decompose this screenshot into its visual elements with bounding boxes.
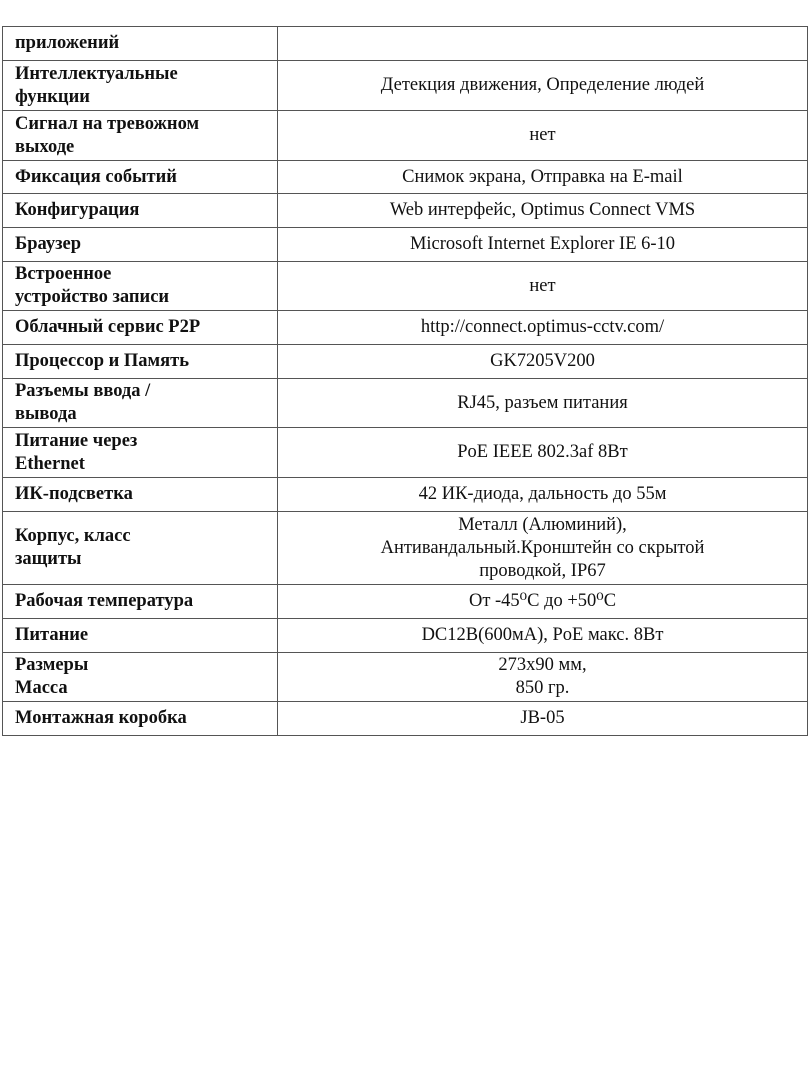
table-row (3, 428, 808, 478)
spec-label-line: Масса (15, 678, 68, 698)
spec-value (278, 345, 808, 379)
spec-value-line: Microsoft Internet Explorer IE 6-10 (409, 234, 676, 254)
spec-value (278, 262, 808, 311)
spec-label (3, 61, 278, 111)
spec-value-line: Антивандальный.Кронштейн со скрытой (380, 537, 705, 558)
table-row (3, 512, 808, 585)
spec-value (278, 619, 808, 653)
spec-value-line: DC12В(600мА), PoE макс. 8Вт (421, 625, 664, 645)
spec-value (278, 702, 808, 736)
spec-label (3, 379, 278, 428)
spec-label (3, 428, 278, 478)
spec-value-line: 850 гр. (515, 678, 570, 698)
spec-label-line: Разъемы ввода / (15, 381, 151, 401)
spec-label-line: Ethernet (15, 453, 85, 474)
spec-value-line: проводкой, IP67 (479, 560, 606, 581)
spec-value-line: Web интерфейс, Optimus Connect VMS (389, 200, 696, 220)
spec-label (3, 619, 278, 653)
spec-value (278, 585, 808, 619)
spec-value (278, 161, 808, 194)
spec-label-line: Питание (15, 625, 89, 645)
table-row (3, 585, 808, 619)
spec-value-line: GK7205V200 (490, 351, 595, 371)
spec-label-line: приложений (15, 33, 120, 53)
table-row (3, 478, 808, 512)
spec-label (3, 653, 278, 702)
spec-value-line: От -45⁰С до +50⁰С (468, 591, 617, 611)
spec-label-line: Монтажная коробка (15, 708, 187, 728)
table-row (3, 311, 808, 345)
spec-value-line: Снимок экрана, Отправка на E-mail (402, 166, 683, 187)
spec-label-line: Рабочая температура (15, 591, 194, 611)
spec-value (278, 512, 808, 585)
spec-label (3, 194, 278, 228)
spec-label-line: функции (15, 86, 90, 107)
spec-value-line: http://connect.optimus-cctv.com/ (420, 317, 665, 337)
spec-value (278, 311, 808, 345)
spec-label (3, 311, 278, 345)
spec-label (3, 161, 278, 194)
table-row (3, 345, 808, 379)
table-row (3, 161, 808, 194)
spec-label (3, 702, 278, 736)
spec-value (278, 653, 808, 702)
spec-value (278, 379, 808, 428)
table-row (3, 702, 808, 736)
spec-label-line: вывода (15, 404, 77, 424)
table-row (3, 228, 808, 262)
spec-label-line: Фиксация событий (15, 166, 177, 187)
table-row (3, 619, 808, 653)
spec-table (2, 26, 808, 736)
spec-value-line: нет (529, 275, 556, 296)
spec-value-line: нет (529, 125, 556, 145)
spec-label-line: Облачный сервис P2P (15, 317, 201, 337)
spec-value-line: JB-05 (520, 708, 565, 728)
spec-value (278, 27, 808, 61)
spec-label-line: Конфигурация (15, 200, 140, 220)
table-row (3, 194, 808, 228)
spec-label (3, 585, 278, 619)
spec-value (278, 111, 808, 161)
spec-label-line: ИК-подсветка (15, 484, 133, 504)
spec-value (278, 478, 808, 512)
spec-value-line: 273х90 мм, (498, 655, 587, 675)
spec-value-line: 42 ИК-диода, дальность до 55м (418, 484, 667, 504)
spec-label-line: Интеллектуальные (15, 63, 178, 84)
spec-label-line: Встроенное (15, 264, 112, 284)
spec-value (278, 194, 808, 228)
spec-label-line: Корпус, класс (15, 526, 131, 546)
spec-label (3, 111, 278, 161)
table-row (3, 262, 808, 311)
spec-label (3, 478, 278, 512)
spec-label-line: Браузер (15, 234, 82, 254)
spec-label-line: Сигнал на тревожном (15, 113, 200, 134)
spec-label (3, 228, 278, 262)
spec-value-line: Детекция движения, Определение людей (380, 75, 705, 95)
spec-label-line: Питание через (15, 430, 138, 451)
spec-label-line: Процессор и Память (15, 351, 190, 371)
spec-label (3, 345, 278, 379)
spec-value-line: RJ45, разъем питания (457, 392, 628, 413)
table-row (3, 61, 808, 111)
spec-label-line: устройство записи (15, 287, 170, 307)
spec-value (278, 228, 808, 262)
spec-value (278, 61, 808, 111)
table-row (3, 27, 808, 61)
spec-label-line: защиты (15, 549, 82, 569)
table-row (3, 653, 808, 702)
spec-label-line: выходе (15, 136, 75, 157)
table-row (3, 111, 808, 161)
table-row (3, 379, 808, 428)
spec-label (3, 27, 278, 61)
spec-value-line: PoE IEEE 802.3af 8Вт (457, 442, 628, 462)
spec-value-line: Металл (Алюминий), (458, 514, 627, 535)
spec-label-line: Размеры (15, 655, 89, 675)
spec-label (3, 512, 278, 585)
spec-label (3, 262, 278, 311)
spec-value (278, 428, 808, 478)
